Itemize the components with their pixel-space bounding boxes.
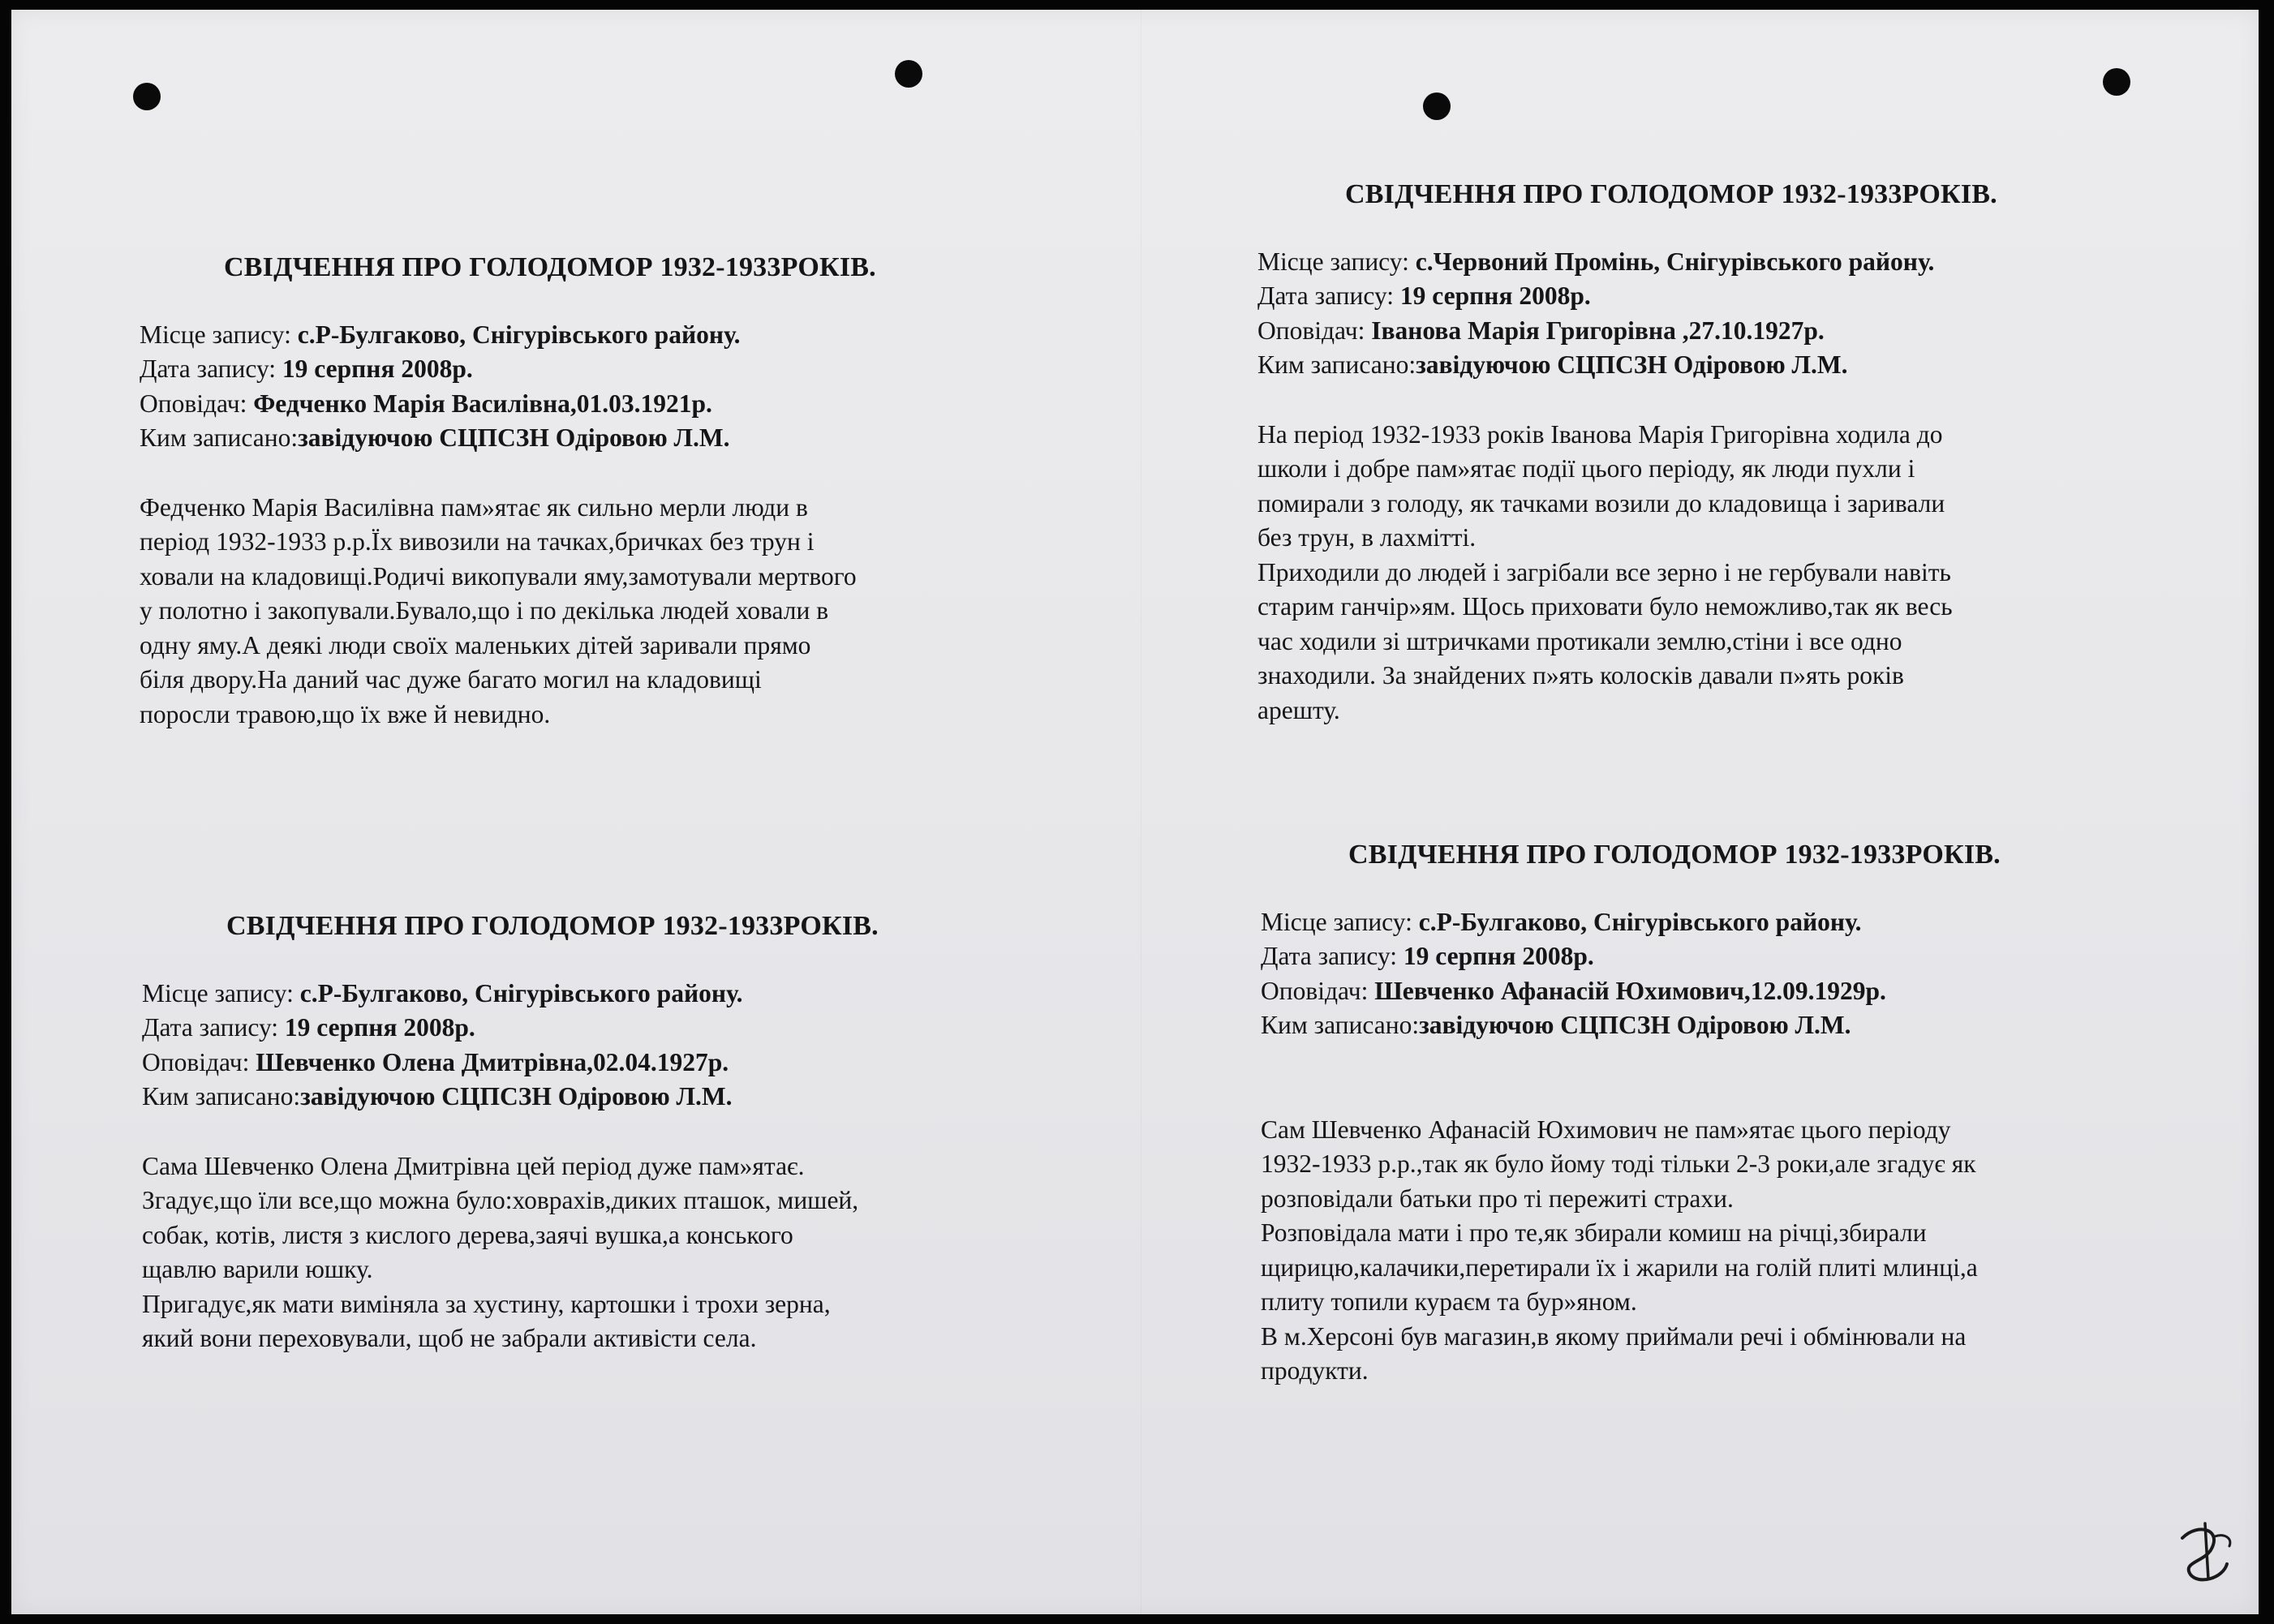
- body-line: арешту.: [1257, 695, 1340, 724]
- punch-hole: [1423, 92, 1451, 120]
- body-line: Сама Шевченко Олена Дмитрівна цей період дуже пам»ятає.: [142, 1151, 805, 1180]
- recorder-line: [1261, 1008, 2169, 1043]
- body-line: помирали з голоду, як тачками возили до кладовища і заривали: [1257, 488, 1945, 518]
- body-line: собак, котів, листя з кислого дерева,заячі вушка,а конського: [142, 1220, 793, 1249]
- date-label: Дата запису:: [1261, 942, 1398, 970]
- body-line: період 1932-1933 р.р.Їх вивозили на тачках,бричках без трун і: [140, 527, 815, 556]
- date-label: Дата запису:: [1257, 281, 1395, 310]
- recorder-value: завідуючою СЦПСЗН Одіровою Л.М.: [300, 1082, 733, 1111]
- body-line: щирицю,калачики,перетирали їх і жарили на голій плиті млинці,а: [1261, 1252, 1978, 1282]
- testimony-4: [1261, 838, 2169, 1389]
- body-line: продукти.: [1261, 1356, 1369, 1385]
- date-value: 19 серпня 2008р.: [284, 1013, 475, 1042]
- testimony-body: [1261, 1113, 2169, 1389]
- date-value: 19 серпня 2008р.: [1399, 281, 1591, 310]
- body-line: щавлю варили юшку.: [142, 1255, 373, 1283]
- body-line: Сам Шевченко Афанасій Юхимович не пам»ятає цього періоду: [1261, 1115, 1951, 1144]
- body-line: Федченко Марія Василівна пам»ятає як сильно мерли люди в: [140, 492, 808, 522]
- narrator-line: [142, 1046, 1051, 1081]
- place-value: с.Червоний Промінь, Снігурівського району.: [1415, 247, 1935, 276]
- narrator-value: Шевченко Афанасій Юхимович,12.09.1929р.: [1374, 976, 1886, 1005]
- handwritten-mark: [2166, 1514, 2244, 1592]
- place-line: [142, 977, 1051, 1012]
- place-label: Місце запису:: [1261, 907, 1412, 936]
- narrator-value: Шевченко Олена Дмитрівна,02.04.1927р.: [256, 1047, 729, 1076]
- recorder-label: Ким записано:: [1261, 1011, 1420, 1039]
- narrator-label: Оповідач:: [140, 389, 247, 418]
- testimony-title: СВІДЧЕННЯ ПРО ГОЛОДОМОР 1932-1933РОКІВ.: [226, 911, 879, 941]
- place-line: [1261, 905, 2169, 940]
- recorder-value: завідуючою СЦПСЗН Одіровою Л.М.: [298, 423, 730, 452]
- body-line: без трун, в лахмітті.: [1257, 523, 1477, 552]
- body-line: одну яму.А деякі люди своїх маленьких дітей заривали прямо: [140, 630, 811, 659]
- place-value: с.Р-Булгаково, Снігурівського району.: [297, 320, 741, 349]
- testimony-body: [140, 491, 1048, 733]
- place-line: [1257, 245, 2166, 280]
- body-line: плиту топили кураєм та бур»яном.: [1261, 1287, 1637, 1316]
- recorder-line: [140, 421, 1048, 456]
- narrator-value: Іванова Марія Григорівна ,27.10.1927р.: [1371, 316, 1825, 345]
- body-line: поросли травою,що їх вже й невидно.: [140, 699, 551, 728]
- place-value: с.Р-Булгаково, Снігурівського району.: [299, 978, 743, 1007]
- narrator-line: [1261, 974, 2169, 1009]
- testimony-2: [142, 909, 1051, 1356]
- place-label: Місце запису:: [142, 978, 294, 1007]
- testimony-body: [1257, 418, 2166, 728]
- body-line: біля двору.На даний час дуже багато могил на кладовищі: [140, 665, 762, 694]
- document-sheet: [11, 10, 2259, 1614]
- body-line: Розповідала мати і про те,як збирали комиш на річці,збирали: [1261, 1218, 1927, 1247]
- place-label: Місце запису:: [140, 320, 291, 349]
- body-line: Згадує,що їли все,що можна було:ховрахів,диких пташок, мишей,: [142, 1186, 859, 1214]
- recorder-label: Ким записано:: [1257, 350, 1416, 379]
- testimony-title: СВІДЧЕННЯ ПРО ГОЛОДОМОР 1932-1933РОКІВ.: [1345, 179, 1997, 209]
- narrator-label: Оповідач:: [1261, 976, 1369, 1005]
- punch-hole: [133, 83, 161, 110]
- body-line: який вони переховували, щоб не забрали активісти села.: [142, 1324, 757, 1352]
- body-line: час ходили зі штричками протикали землю,стіни і все одно: [1257, 626, 1902, 655]
- testimony-3: [1257, 178, 2166, 728]
- recorder-line: [142, 1080, 1051, 1115]
- recorder-line: [1257, 348, 2166, 383]
- date-line: [1261, 939, 2169, 974]
- date-value: 19 серпня 2008р.: [1403, 942, 1594, 970]
- testimony-title: СВІДЧЕННЯ ПРО ГОЛОДОМОР 1932-1933РОКІВ.: [224, 252, 876, 282]
- narrator-line: [140, 387, 1048, 422]
- date-label: Дата запису:: [140, 354, 277, 383]
- date-value: 19 серпня 2008р.: [282, 354, 473, 383]
- testimony-body: [142, 1149, 1051, 1356]
- place-line: [140, 318, 1048, 353]
- body-line: На період 1932-1933 років Іванова Марія Григорівна ходила до: [1257, 419, 1943, 449]
- punch-hole: [2103, 68, 2130, 96]
- place-value: с.Р-Булгаково, Снігурівського району.: [1418, 907, 1862, 936]
- body-line: Пригадує,як мати виміняла за хустину, картошки і трохи зерна,: [142, 1289, 831, 1318]
- body-line: 1932-1933 р.р.,так як було йому тоді тільки 2-3 роки,але згадує як: [1261, 1149, 1976, 1178]
- body-line: В м.Херсоні був магазин,в якому приймали речі і обмінювали на: [1261, 1321, 1967, 1351]
- place-label: Місце запису:: [1257, 247, 1409, 276]
- narrator-label: Оповідач:: [1257, 316, 1365, 345]
- testimony-title: СВІДЧЕННЯ ПРО ГОЛОДОМОР 1932-1933РОКІВ.: [1348, 840, 2001, 870]
- date-line: [140, 352, 1048, 387]
- body-line: у полотно і закопували.Бувало,що і по декілька людей ховали в: [140, 596, 829, 625]
- recorder-label: Ким записано:: [140, 423, 299, 452]
- date-label: Дата запису:: [142, 1013, 279, 1042]
- narrator-value: Федченко Марія Василівна,01.03.1921р.: [253, 389, 712, 418]
- body-line: розповідали батьки про ті пережиті страхи.: [1261, 1184, 1734, 1213]
- testimony-1: [140, 251, 1048, 732]
- body-line: знаходили. За знайдених п»ять колосків давали п»ять років: [1257, 661, 1904, 690]
- date-line: [1257, 279, 2166, 314]
- body-line: ховали на кладовищі.Родичі викопували яму,замотували мертвого: [140, 561, 857, 591]
- recorder-value: завідуючою СЦПСЗН Одіровою Л.М.: [1416, 350, 1848, 379]
- recorder-value: завідуючою СЦПСЗН Одіровою Л.М.: [1419, 1011, 1851, 1039]
- recorder-label: Ким записано:: [142, 1082, 301, 1111]
- narrator-line: [1257, 314, 2166, 349]
- body-line: старим ганчір»ям. Щось приховати було неможливо,так як весь: [1257, 592, 1953, 621]
- body-line: школи і добре пам»ятає події цього періоду, як люди пухли і: [1257, 454, 1915, 483]
- body-line: Приходили до людей і загрібали все зерно і не гербували навіть: [1257, 557, 1951, 586]
- punch-hole: [895, 60, 922, 88]
- narrator-label: Оповідач:: [142, 1047, 250, 1076]
- date-line: [142, 1011, 1051, 1046]
